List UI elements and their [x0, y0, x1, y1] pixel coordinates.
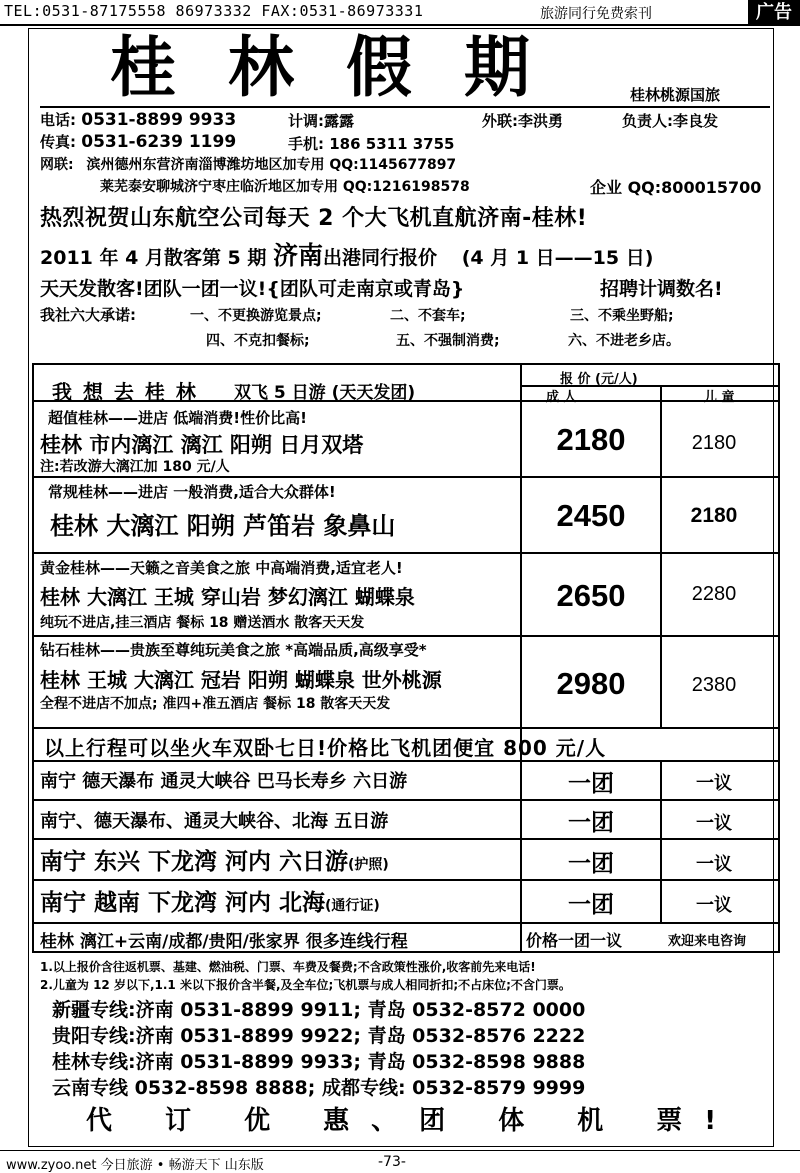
- row-note: 全程不进店不加点; 准四+准五酒店 餐标 18 散客天天发: [40, 696, 391, 712]
- row-route: 桂林 市内漓江 漓江 阳朔 日月双塔: [40, 433, 364, 457]
- group-route-text: 南宁 东兴 下龙湾 河内 六日游: [40, 849, 349, 875]
- issue-dates: (4 月 1 日——15 日): [461, 247, 654, 269]
- row-tag: 黄金桂林——天籁之音美食之旅 中高端消费,适宜老人!: [40, 559, 403, 577]
- page-number: -73-: [378, 1154, 406, 1170]
- foreign-label: 外联:: [482, 112, 518, 130]
- page-title: 桂林假期: [110, 28, 582, 106]
- child-price: 2180: [690, 504, 738, 527]
- row-tag: 超值桂林——进店 低端消费!性价比高!: [48, 409, 307, 427]
- adult-price: 一团: [568, 892, 614, 918]
- row-divider: [32, 922, 780, 924]
- child-price: 一议: [696, 854, 732, 875]
- child-price: 一议: [696, 895, 732, 916]
- promise-2: 二、不套车;: [390, 308, 466, 324]
- group-route-suffix: (通行证): [325, 898, 380, 914]
- promise-5: 五、不强制消费;: [396, 333, 500, 349]
- headline: 热烈祝贺山东航空公司每天 2 个大飞机直航济南-桂林!: [40, 206, 588, 231]
- adult-header: 成 人: [546, 390, 577, 405]
- fax-number: 0531-6239 1199: [81, 132, 237, 152]
- group-route: [40, 843, 389, 876]
- adult-price: 一团: [568, 771, 614, 797]
- promise-6: 六、不进老乡店。: [568, 333, 680, 349]
- issue-line: [40, 236, 653, 272]
- row-divider: [32, 727, 780, 729]
- hotline-xinjiang: 新疆专线:济南 0531-8899 9911; 青岛 0532-8572 0000: [52, 999, 586, 1021]
- masthead-contact: TEL:0531-87175558 86973332 FAX:0531-86973331: [4, 2, 424, 20]
- masthead-slogan: 旅游同行免费索刊: [540, 6, 652, 22]
- row-divider: [32, 552, 780, 554]
- child-price: 2380: [691, 674, 737, 696]
- row-route: 桂林 大漓江 王城 穿山岩 梦幻漓江 蝴蝶泉: [40, 585, 415, 609]
- note-1: 1.以上报价含往返机票、基建、燃油税、门票、车费及餐费;不含政策性涨价,收客前先来电话!: [40, 960, 536, 974]
- row-route: 桂林 王城 大漓江 冠岩 阳朔 蝴蝶泉 世外桃源: [40, 668, 442, 692]
- promise-3: 三、不乘坐野船;: [570, 308, 674, 324]
- adult-price: 2450: [556, 498, 626, 533]
- foreign-contact: [482, 110, 563, 131]
- manager-label: 负责人:: [622, 112, 673, 130]
- adult-price: 2180: [556, 422, 626, 457]
- price-header: 报 价 (元/人): [560, 372, 638, 387]
- footer-site: www.zyoo.net 今日旅游 • 畅游天下 山东版: [6, 1158, 264, 1173]
- table-subtitle: 双飞 5 日游 (天天发团): [234, 383, 416, 403]
- mobile: [288, 133, 455, 154]
- consult-note: 欢迎来电咨询: [668, 934, 747, 949]
- child-price: 2280: [691, 583, 737, 605]
- price-per-group: 价格一团一议: [526, 931, 623, 950]
- note-2: 2.儿童为 12 岁以下,1.1 米以下报价含半餐,及全车位;飞机票与成人相同折扣;不占床位;不含门票。: [40, 978, 571, 992]
- group-route: [40, 884, 380, 917]
- mobile-label: 手机:: [288, 135, 324, 153]
- corp-qq: 企业 QQ:800015700: [590, 178, 762, 197]
- dispatch-name: 露露: [324, 112, 355, 130]
- row-tag: 常规桂林——进店 一般消费,适合大众群体!: [48, 483, 336, 501]
- recruit-notice: 招聘计调数名!: [600, 278, 723, 300]
- daily-departure: 天天发散客!团队一团一议!{团队可走南京或青岛}: [40, 278, 465, 300]
- row-divider: [32, 838, 780, 840]
- table-title: 我 想 去 桂 林: [52, 380, 198, 404]
- fax-label: 传真:: [40, 133, 76, 151]
- group-route-suffix: (护照): [348, 857, 389, 873]
- row-tag: 钻石桂林——贵族至尊纯玩美食之旅 *高端品质,高级享受*: [40, 641, 427, 659]
- net-line-2: 莱芜泰安聊城济宁枣庄临沂地区加专用 QQ:1216198578: [100, 179, 470, 195]
- dispatch-label: 计调:: [288, 112, 324, 130]
- row-route: 桂林 大漓江 阳朔 芦笛岩 象鼻山: [50, 512, 396, 540]
- dispatch: [288, 110, 354, 131]
- linked-routes: 桂林 漓江+云南/成都/贵阳/张家界 很多连线行程: [40, 932, 408, 952]
- tel-label: 电话:: [40, 111, 76, 129]
- net-row-1: [40, 154, 456, 174]
- manager-name: 李良发: [673, 112, 719, 130]
- row-note: 注:若改游大漓江加 180 元/人: [40, 459, 230, 475]
- tel-number: 0531-8899 9933: [81, 110, 237, 130]
- top-strip: [0, 0, 800, 26]
- row-divider: [32, 476, 780, 478]
- child-header: 儿 童: [704, 390, 735, 405]
- contact-row-1: [40, 109, 236, 130]
- issue-prefix: 2011 年 4 月散客第 5 期: [40, 247, 267, 269]
- hotline-guiyang: 贵阳专线:济南 0531-8899 9922; 青岛 0532-8576 2222: [52, 1025, 586, 1047]
- manager: [622, 110, 718, 131]
- promises-label: 我社六大承诺:: [40, 306, 136, 324]
- net-label: 网联:: [40, 157, 74, 173]
- net-line-1: 滨州德州东营济南淄博潍坊地区加专用 QQ:1145677897: [86, 157, 457, 173]
- footer-rule: [0, 1150, 800, 1151]
- child-price: 一议: [696, 813, 732, 834]
- adult-price: 2650: [556, 578, 626, 613]
- group-route-text: 南宁 越南 下龙湾 河内 北海: [40, 890, 326, 916]
- row-divider: [32, 879, 780, 881]
- agency-name: 桂林桃源国旅: [630, 86, 721, 104]
- row-note: 纯玩不进店,挂三酒店 餐标 18 赠送酒水 散客天天发: [40, 615, 365, 631]
- adult-price: 一团: [568, 851, 614, 877]
- mobile-number: 186 5311 3755: [329, 135, 455, 153]
- booking-slogan: 代 订 优 惠、团 体 机 票!: [86, 1106, 739, 1136]
- train-note: 以上行程可以坐火车双卧七日!价格比飞机团便宜 800 元/人: [44, 736, 607, 760]
- row-divider: [32, 635, 780, 637]
- hotline-guilin: 桂林专线:济南 0531-8899 9933; 青岛 0532-8598 9888: [52, 1051, 586, 1073]
- ad-badge: 广告: [748, 0, 800, 26]
- foreign-name: 李洪勇: [518, 112, 564, 130]
- adult-price: 一团: [568, 810, 614, 836]
- header-rule: [40, 106, 770, 108]
- hotline-yunnan-chengdu: 云南专线 0532-8598 8888; 成都专线: 0532-8579 9999: [52, 1077, 586, 1099]
- adult-price: 2980: [556, 666, 626, 701]
- promise-1: 一、不更换游览景点;: [190, 308, 322, 324]
- child-price: 2180: [691, 432, 737, 454]
- issue-city: 济南: [273, 241, 324, 270]
- child-price: 一议: [696, 773, 732, 794]
- row-divider: [32, 799, 780, 801]
- group-route: 南宁 德天瀑布 通灵大峡谷 巴马长寿乡 六日游: [40, 771, 408, 792]
- issue-suffix: 出港同行报价: [323, 247, 438, 269]
- promise-4: 四、不克扣餐标;: [206, 333, 310, 349]
- contact-row-2: [40, 131, 236, 152]
- group-route: 南宁、德天瀑布、通灵大峡谷、北海 五日游: [40, 811, 389, 832]
